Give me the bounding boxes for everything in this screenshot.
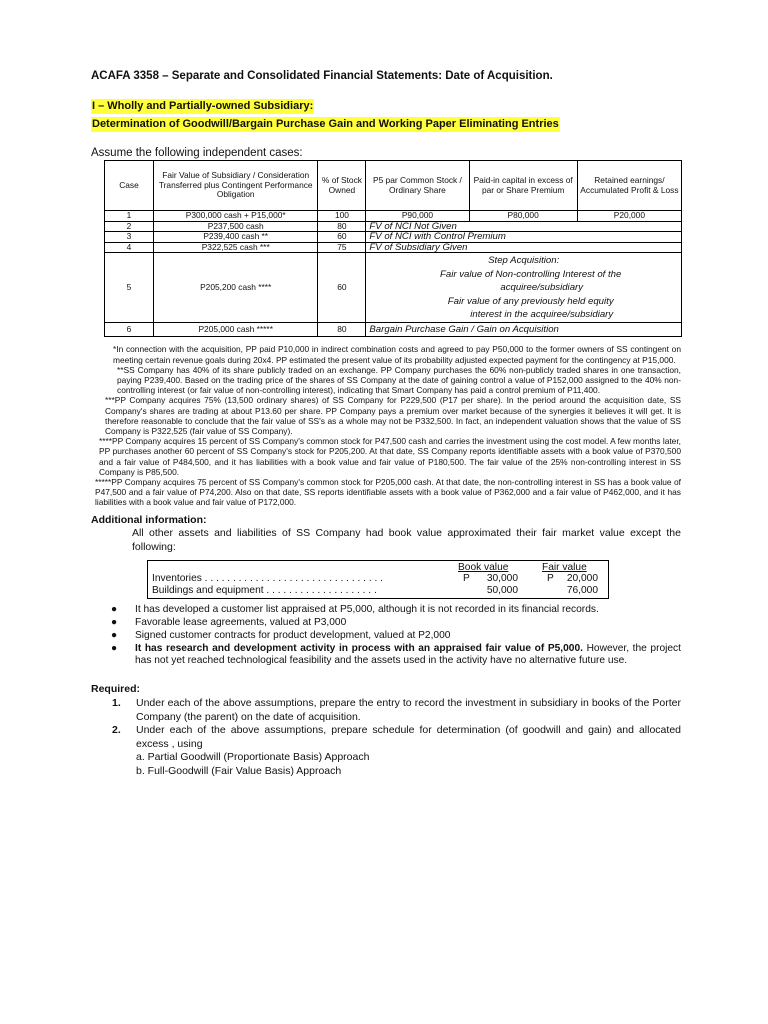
document-title: ACAFA 3358 – Separate and Consolidated Financial Statements: Date of Acquisition. [91,70,553,82]
cases-table [104,160,682,337]
footnote-4: ****PP Company acquires 15 percent of SS Company's common stock for P47,500 cash and carries the investment using the cost model. A few months later, PP purchases another 60 percent of SS Company's stock for P205,200. At that date, SS Company reports identifiable assets with a book value of P370,500 and a fair value of P484,500, and it has liabilities with a book value and fair value of P180,500. The fair value of the 25% non-controlling interest in SS Company is P85,500. [99,436,681,477]
book-value-header: Book value [458,561,509,573]
consideration: P237,500 cash [153,221,318,232]
header-case: Case [105,161,154,211]
document-page [91,70,681,778]
value-header-row [152,562,604,574]
required-heading: Required: [91,683,141,696]
list-item [91,617,681,629]
paid-in-capital: P80,000 [469,211,577,222]
step-item-b-line1: Fair value of any previously held equity [447,295,614,307]
step-item-a-line2: acquiree/subsidiary [500,282,584,294]
value-comparison-box [147,560,609,600]
fair-value: 76,000 [566,584,598,596]
case-note: Bargain Purchase Gain / Gain on Acquisition [366,323,682,337]
section-heading [91,96,681,132]
consideration: P300,000 cash + P15,000* [153,211,318,222]
bullet-icon: ● [111,604,118,616]
step-title: Step Acquisition: [488,255,560,267]
additional-info-heading: Additional information: [91,513,207,526]
percent-owned: 80 [318,323,366,337]
step-acquisition-note [366,253,682,323]
required-subitem-a: a. Partial Goodwill (Proportionate Basis) Approach [136,751,370,764]
footnote-2: **SS Company has 40% of its share publicly traded on an exchange. PP Company purchases the 60% non-publicly traded shares in one transaction, paying P239,400. Based on the trading price of the shares of SS Company at the date of gaining control a value of P152,000 assigned to the 40% non-controlling interest (or fair value of non-controlling interest), indicating that Smart Company has paid a control premium of P11,400. [117,364,681,396]
footnote-3: ***PP Company acquires 75% (13,500 ordinary shares) of SS Company for P229,500 (P17 per share). In the period around the acquisition date, SS Company's shares are trading at about P13.60 per share. PP Company pays a premium over market because of the synergies it believes it will get. It is therefore reasonable to conclude that the fair value of SS's as a whole may not be P332,500. In fact, an independent valuation shows that the value of SS Company is P322,525 (fair value of SS Company). [105,395,681,436]
bullet-text: However, the project has not yet reached technological feasibility and the assets used in the activity have no alternative future use. [135,643,681,667]
fair-value-header: Fair value [542,561,587,573]
bullet-text: Signed customer contracts for product development, valued at P2,000 [135,630,451,642]
footnotes [91,344,681,507]
required-item-1 [91,697,681,724]
item-number: 1. [112,697,121,710]
value-row [152,585,604,597]
item-text: Under each of the above assumptions, prepare schedule for determination (of goodwill and gain) and allocated excess , using [136,724,681,750]
case-note: FV of NCI Not Given [366,221,682,232]
table-header-row [105,161,682,211]
bullet-text: Favorable lease agreements, valued at P3,000 [135,617,347,629]
fair-value-currency: P [547,573,554,585]
table-row [105,232,682,243]
footnote-5: *****PP Company acquires 75 percent of SS Company's common stock for P205,000 cash. At that date, the non-controlling interest in SS has a book value of P47,500 and a fair value of P74,200. Also on that date, SS reports identifiable assets with a book value of P362,000 and a fair value of P462,000, and it has liabilities with a book value and fair value of P172,000. [95,477,681,508]
item-text: Under each of the above assumptions, prepare the entry to record the investment in subsidiary in books of the Porter Company (the parent) on the date of acquisition. [136,697,681,723]
fair-value: 20,000 [566,573,598,585]
consideration: P239,400 cash ** [153,232,318,243]
additional-info-paragraph: All other assets and liabilities of SS Company had book value approximated their fair market value except the following: [132,526,681,553]
header-retained-earnings: Retained earnings/ Accumulated Profit & Loss [577,161,681,211]
percent-owned: 80 [318,221,366,232]
header-percent-owned: % of Stock Owned [318,161,366,211]
item-label: Inventories . . . . . . . . . . . . . . . . . . . . . . . . . . . . . . . . [152,573,383,585]
consideration: P205,000 cash ***** [153,323,318,337]
item-label: Buildings and equipment . . . . . . . . . . . . . . . . . . . . [152,584,377,596]
case-number: 4 [105,242,154,253]
table-row [105,211,682,222]
section-heading-line2: Determination of Goodwill/Bargain Purchase Gain and Working Paper Eliminating Entries [92,118,559,130]
retained-earnings: P20,000 [577,211,681,222]
bullet-text-bold: It has research and development activity in process with an appraised fair value of P5,000. [135,643,583,655]
bullet-text: It has developed a customer list appraised at P5,000, although it is not recorded in its financial records. [135,604,599,616]
header-common-stock: P5 par Common Stock / Ordinary Share [366,161,469,211]
list-item [91,604,681,616]
book-value: 30,000 [486,573,518,585]
value-row [152,573,604,585]
case-number: 6 [105,323,154,337]
percent-owned: 100 [318,211,366,222]
required-item-2 [91,724,681,751]
table-row [105,323,682,337]
consideration: P205,200 cash **** [153,253,318,323]
footnote-1: *In connection with the acquisition, PP paid P10,000 in indirect combination costs and agreed to pay P50,000 to the former owners of SS contingent on meeting certain revenue goals during 20x4. PP estimated the present value of its probability adjusted expected payment for the contingency at P15,000. [113,344,681,365]
list-item [91,643,681,667]
bullet-icon: ● [111,643,118,655]
case-number: 2 [105,221,154,232]
percent-owned: 60 [318,232,366,243]
table-row [105,221,682,232]
case-note: FV of Subsidiary Given [366,242,682,253]
assume-intro: Assume the following independent cases: [91,147,303,159]
list-item [91,630,681,642]
table-row [105,253,682,323]
percent-owned: 75 [318,242,366,253]
header-fair-value: Fair Value of Subsidiary / Consideration Transferred plus Contingent Performance Obligation [153,161,318,211]
required-list [91,697,681,778]
case-note: FV of NCI with Control Premium [366,232,682,243]
percent-owned: 60 [318,253,366,323]
item-number: 2. [112,724,121,737]
bullet-icon: ● [111,630,118,642]
case-number: 1 [105,211,154,222]
step-item-b-line2: interest in the acquiree/subsidiary [470,309,614,321]
consideration: P322,525 cash *** [153,242,318,253]
required-subitem-b: b. Full-Goodwill (Fair Value Basis) Approach [136,764,342,777]
section-heading-line1: I – Wholly and Partially-owned Subsidiary: [92,100,314,112]
book-value: 50,000 [486,584,518,596]
additional-info-bullets [91,604,681,667]
table-row [105,242,682,253]
bullet-icon: ● [111,617,118,629]
header-paid-in-capital: Paid-in capital in excess of par or Share Premium [469,161,577,211]
book-value-currency: P [463,573,470,585]
case-number: 5 [105,253,154,323]
case-number: 3 [105,232,154,243]
common-stock: P90,000 [366,211,469,222]
step-item-a-line1: Fair value of Non-controlling Interest of the [440,268,622,280]
